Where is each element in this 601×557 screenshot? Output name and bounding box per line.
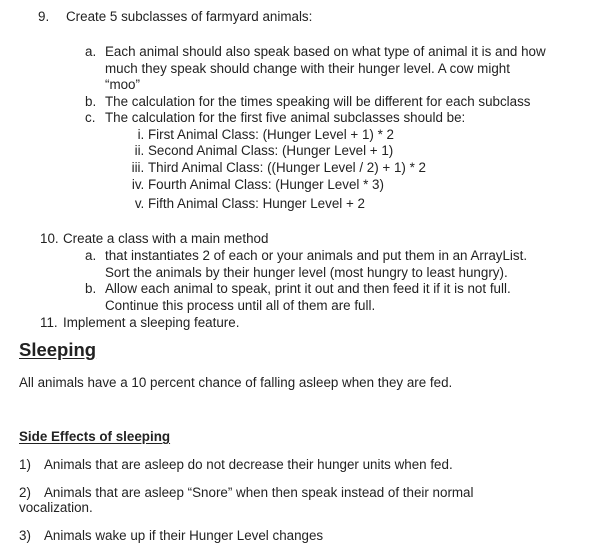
item-text: Animals that are asleep do not decrease their hunger units when fed.	[44, 457, 453, 472]
item-text: Create a class with a main method	[63, 231, 269, 246]
item-text: Animals wake up if their Hunger Level changes	[44, 528, 324, 543]
roman-item-i	[118, 127, 394, 144]
roman-number: iv.	[131, 177, 145, 192]
roman-text: Third Animal Class: ((Hunger Level / 2) + 1) * 2	[148, 160, 426, 175]
item-text-line-1: Animals that are asleep “Snore” when then speak instead of their normal	[44, 485, 474, 500]
roman-number: v.	[134, 196, 145, 211]
roman-number: iii.	[131, 160, 145, 175]
list-item-10a	[85, 248, 527, 265]
roman-item-iii	[118, 160, 426, 177]
list-item-10	[40, 231, 268, 248]
item-number: 3)	[19, 528, 31, 543]
item-letter: a.	[85, 44, 97, 59]
item-text-line-2: Sort the animals by their hunger level (most hungry to least hungry).	[105, 265, 508, 280]
roman-item-v	[118, 196, 365, 213]
sleeping-intro: All animals have a 10 percent chance of falling asleep when they are fed.	[19, 375, 453, 390]
list-item-9c	[85, 110, 465, 127]
item-text: The calculation for the times speaking will be different for each subclass	[105, 94, 531, 109]
item-number: 1)	[19, 457, 31, 472]
item-text-line-1: Each animal should also speak based on what type of animal it is and how	[105, 44, 546, 59]
item-text: Implement a sleeping feature.	[63, 315, 240, 330]
item-number: 11.	[40, 315, 58, 330]
roman-number: ii.	[134, 143, 145, 158]
item-number: 10.	[40, 231, 59, 246]
roman-item-ii	[118, 143, 393, 160]
item-letter: b.	[85, 94, 97, 109]
roman-text: Fifth Animal Class: Hunger Level + 2	[148, 196, 365, 211]
section-heading-sleeping: Sleeping	[19, 339, 97, 360]
roman-text: Second Animal Class: (Hunger Level + 1)	[148, 143, 394, 158]
list-item-9b	[85, 94, 531, 111]
item-text-line-2: Continue this process until all of them are full.	[105, 298, 376, 313]
item-text-line-1: that instantiates 2 of each or your animals and put them in an ArrayList.	[105, 248, 528, 263]
list-item-11	[40, 315, 239, 332]
list-item-9	[38, 9, 312, 26]
item-letter: b.	[85, 281, 97, 296]
item-letter: c.	[85, 110, 96, 125]
side-effect-item-3	[19, 528, 323, 545]
item-text-line-2: much they speak should change with their hunger level. A cow might	[105, 61, 510, 76]
item-text-line-1: Allow each animal to speak, print it out and then feed it if it is not full.	[105, 281, 511, 296]
item-text: The calculation for the first five animal subclasses should be:	[105, 110, 466, 125]
item-letter: a.	[85, 248, 97, 263]
section-heading-side-effects: Side Effects of sleeping	[19, 429, 171, 444]
item-number: 2)	[19, 485, 31, 500]
roman-text: Fourth Animal Class: (Hunger Level * 3)	[148, 177, 384, 192]
list-item-9a	[85, 44, 546, 61]
roman-item-iv	[118, 177, 384, 194]
side-effect-item-1	[19, 457, 453, 474]
item-text-line-2: vocalization.	[19, 500, 93, 515]
list-item-10b	[85, 281, 511, 298]
item-number: 9.	[38, 9, 50, 24]
item-text: Create 5 subclasses of farmyard animals:	[66, 9, 313, 24]
item-text-line-3: “moo”	[105, 77, 140, 92]
roman-number: i.	[137, 127, 145, 142]
roman-text: First Animal Class: (Hunger Level + 1) * 2	[148, 127, 394, 142]
